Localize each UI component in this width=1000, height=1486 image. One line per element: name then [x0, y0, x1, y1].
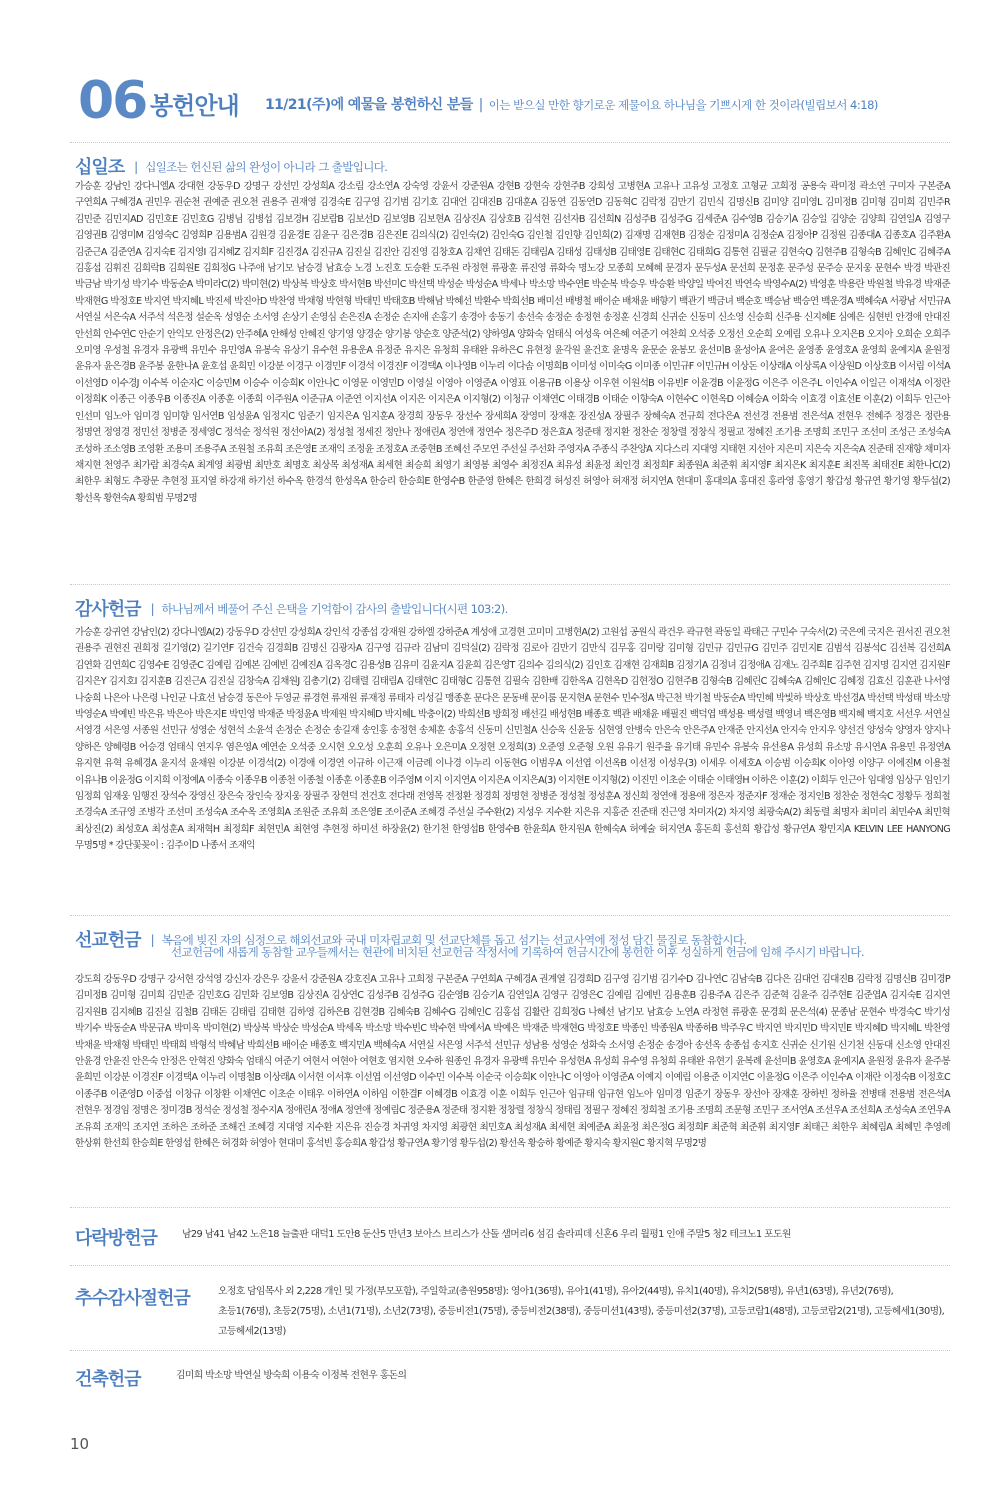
mission-heading — [70, 916, 950, 966]
separator: | — [478, 97, 483, 113]
page-header — [78, 72, 958, 130]
thanks-description: 하나님께서 베풀어 주신 은택을 기억함이 감사의 출발입니다(시편 103:2). — [161, 602, 508, 616]
harvest-line-2: 초등1(76명), 초등2(75명), 소년1(71명), 소년2(73명), 중등비전1(75명), 중등비전2(38명), 중등미션1(43명), 중등미션2(37명), 고등코람1(48명), 고등코람2(21명), 고등헤세1(30명), — [218, 1306, 945, 1317]
thanks-title: 감사헌금 — [75, 599, 141, 620]
tent-section — [70, 1207, 950, 1260]
mission-title: 선교헌금 — [75, 930, 141, 951]
harvest-title: 추수감사절헌금 — [75, 1288, 190, 1309]
page-subtitle — [265, 94, 878, 114]
tithe-names: 가승훈 강남인 강다니엘A 강대현 강동우D 강명구 강선민 강성희A 강소림 강소연A 강숙영 강윤서 강준원A 강현B 강현숙 강현주B 강희성 고병현A 고유나 고유성 고정호 고형균 고희정 공용숙 곽미정 곽소연 구미자 구본준A 구연희A 구혜경A 권민우 권순천 권예준 권오천 권용주 권재영 김경숙E 김구영 김기범 김기호 김대언 김대진B 김대훈A 김동연 김동연D 김동혁C 김락정 김만기 김민식 김명신B 김미양 김미영L 김미정B 김미형 김미희 김민주R 김민준 김민지AD 김민호E 김민호G 김병님 김병섭 김보경H 김보람B 김보선D 김보영B 김보현A 김상진A 김상호B 김석현 김선자B 김선희N 김성주B 김성주G 김세준A 김수영B 김승기A 김승일 김양순 김양희 김연일A 김영구 김영권B 김영미M 김영숙C 김영희P 김용범A 김원경 김윤경E 김윤구 김은경B 김은진E 김의식(2) 김인숙(2) 김인숙G 김인철 김인향 김인희(2) 김재명 김재현B 김정순 김정미A 김정순A 김정아P 김정원 김종대A 김종호A 김주환A 김준근A 김준연A 김지숙E 김지영I 김지혜Z 김지희F 김진경A 김진규A 김진실 김진안 김진영 김창호A 김채연 김태돈 김태림A 김태성 김태성B 김태영E 김태현C 김태희G 김통현 김필균 김현숙Q 김현주B 김형숙B 김혜인C 김혜주A 김홍섭 김휘진 김희락B 김희원E 김희정G 나주애 남기모 남승경 남효승 노경 노진호 도승환 도주원 라정현 류광훈 류진영 류화숙 명노강 모종희 모혜혜 문경자 문두성A 문선희 문정훈 문주성 문주승 문지웅 문현수 박경 박관진 박금남 박기성 박기수 박동순A 박미라C(2) 박미현(2) 박상복 박상호 박서현B 박선미C 박선택 박성순 박성순A 박세나 박소망 박수연E 박순복 박승우 박승환 박양일 박여진 박연숙 박영수A(2) 박영훈 박용란 박원철 박유경 박재준 박재현G 박정호E 박지연 박지혜L 박진세 박진아D 박찬영 박채형 박현형 박태민 박태호B 박해남 박혜선 박환수 박희선B 배미선 배병철 배이순 배채윤 배향기 백관기 백금녀 백순호 백승남 백승연 백운경A 백혜숙A 서광남 서민규A 서연실 서은숙A 서주석 석은정 설순옥 성영순 소서영 손상기 손영심 손은진A 손정순 손지애 손홍기 송경아 송동기 송선숙 송정순 송정현 송정훈 신경희 신귀순 신동미 신소영 신승희 신주용 신지혜E 심예은 심현빈 안경애 안대진 안선희 안수연C 안순기 안익모 안정은(2) 안주혜A 안해성 안혜진 양기영 양경순 양기봉 양순호 양준석(2) 양하영A 양화숙 엄태식 여성욱 여은혜 여준기 여찬희 오석중 오정선 오순희 오예림 오유나 오지은B 오지아 오희순 오희주 오미영 우성철 유경자 유광백 유민수 유민영A 유봉숙 유상기 유수현 유용운A 유정준 유지은 유청희 유태완 유하은C 유현정 윤각원 윤건호 윤명옥 윤문순 윤봉모 윤선미B 윤성아A 윤여은 윤영종 윤영호A 윤영희 윤예지A 윤원정 윤유자 윤은경B 윤주봉 윤한나A 윤호섭 윤희민 이강분 이경구 이경민F 이경석 이경진F 이경택A 이나영B 이누리 이다솜 이명희B 이미성 이미숙G 이미종 이민규F 이민규H 이상돈 이상래A 이상록A 이상원D 이상호B 이서림 이석A 이선영D 이수경J 이수복 이순자C 이승민M 이승수 이승희K 이안나C 이영문 이영민D 이영실 이영아 이영준A 이영표 이용규B 이용상 이우현 이원석B 이유빈F 이윤경B 이윤정G 이은주 이은주L 이인수A 이일근 이재석A 이정란 이정희K 이종근 이종우B 이종진A 이종훈 이종희 이주원A 이준규A 이준연 이지선A 이지은 이지은A 이지형(2) 이청규 이채연C 이태경B 이태순 이향숙A 이현수C 이현옥D 이혜승A 이화숙 이효경 이효선E 이훈(2) 이희두 인근아 인선미 임노아 임미경 임미향 임서연B 임성윤A 임정지C 임준기 임지은A 임지훈A 장경희 장동우 장선수 장세희A 장영미 장재훈 장진성A 장필주 장혜숙A 전규희 전다은A 전선경 전용범 전은석A 전현우 전혜주 정경은 정란용 정명연 정영경 정민선 정병준 정세영C 정석순 정석원 정선아A(2) 정성철 정세진 정안나 정애린A 정연애 정연수 정은주D 정은효A 정준태 정지환 정찬순 정창렬 정창식 정필교 정혜진 조기용 조명희 조민구 조선미 조성근 조성숙A 조성하 조소영B 조영환 조용미 조용주A 조원철 조유희 조은영E 조재익 조정윤 조정호A 조중현B 조혜선 주모연 주선실 주선화 주영자A 주종식 주찬양A 지다스리 지대영 지태현 지선아 지은미 지은숙 지은숙A 진준태 진재향 채미자 채지현 천영주 최가람 최경숙A 최계영 최광범 최만호 최명호 최상목 최성재A 최세현 최승희 최영기 최영봉 최영수 최정진A 최유성 최윤정 최인경 최정희F 최종원A 최준휘 최지영F 최지은K 최지훈E 최진목 최태진E 최한나C(2) 최한우 최형도 추광문 추현정 표지열 하강재 하기선 하수옥 한경석 한성옥A 한승리 한승희E 한영수B 한준영 한혜은 한희경 허성진 허영아 허재정 허지연A 현대미 홍대의A 홍대진 홍라영 홍영기 황갑성 황규연 황기영 황두섭(2) 황선옥 황현숙A 황희범 무명2명 — [75, 181, 950, 504]
separator: | — [134, 160, 138, 174]
tithe-title: 십일조 — [75, 157, 125, 178]
harvest-section — [70, 1265, 950, 1346]
tent-title: 다락방헌금 — [75, 1228, 157, 1249]
building-section — [70, 1350, 950, 1399]
harvest-line-3: 고등헤세2(13명) — [218, 1326, 286, 1337]
building-names: 김미희 박소망 박연실 방숙희 이용숙 이정복 전현우 홍돈의 — [176, 1370, 407, 1381]
harvest-line-1: 오정호 담임목사 외 2,228 개인 및 가정(부모포함), 주일학교(총원958명): 영아1(36명), 유아1(41명), 유아2(44명), 유치1(40명), 유치2(58명), 유년1(63명), 유년2(76명), — [218, 1286, 894, 1297]
page-title: 봉헌안내 — [150, 92, 239, 120]
mission-section — [70, 915, 950, 1199]
separator: | — [150, 933, 154, 947]
tithe-heading — [70, 143, 950, 177]
tithe-description: 십일조는 헌신된 삶의 완성이 아니라 그 출발입니다. — [145, 160, 388, 174]
section-number: 06 — [78, 71, 147, 131]
thanks-names: 가승훈 강귀연 강남인(2) 강다니엘A(2) 강동우D 강선민 강성희A 강인석 강종섭 강재원 강하엘 강하준A 계성애 고경현 고미미 고병현A(2) 고원섭 공원식 곽건우 곽규현 곽동일 곽태근 구민수 구숙서(2) 국은예 국지은 권서진 권오천 권용주 권현진 권희정 길기영(2) 길기연F 김건숙 김경희B 김명신 김광자A 김구영 김규라 김남미 김덕실(2) 김락정 김로아 김만기 김만식 김무홍 김미랑 김미형 김민규 김민규G 김민주 김민지E 김범석 김봉석C 김선복 김선희A 김연화 김연희C 김영수E 김영준C 김예림 김예본 김예빈 김예진A 김옥경C 김용성B 김유미 김윤지A 김윤희 김은영T 김의수 김의식(2) 김인호 김재현 김재희B 김정기A 김정녀 김정애A 김재노 김주희E 김주현 김지명 김지연 김지원F 김지은Y 김지호I 김지훈B 김진근A 김진실 김창숙A 김채원J 김총기(2) 김태렬 김태림A 김태현C 김태형C 김통현 김필숙 김한배 김한옥A 김현옥D 김현정O 김현주B 김형숙B 김혜린C 김혜숙A 김혜인C 김혜정 김효신 김훈관 나서영 나숭희 나은아 나은령 나인균 나효선 남승경 동은아 두영균 류경현 류재원 류재정 류태자 리성길 맹종훈 문다은 문동배 문이룸 문지현A 문현수 민수정A 박근천 박기철 박동순A 박민혜 박빛하 박상호 박선경A 박선택 박성태 박소망 박영순A 박예빈 박은유 박은아 박은지E 박민영 박재준 박정윤A 박제원 박지혜D 박지혜L 박충이(2) 박희선B 방희정 배선길 배성현B 배종호 백관 배채윤 배필진 백덕엽 백성용 백성렬 백영녀 백은영B 백지혜 백지호 서선우 서연실 서영경 서은영 서종원 선민규 성영순 성현석 소윤석 손정순 손정순 송길재 송인홍 송정현 송체훈 송홍석 신동미 신민철A 신승욱 신윤동 심현영 안병숙 안은숙 안은주A 안재준 안지선A 안지숙 안지우 양선건 양성숙 양영자 양지나 양하은 양혜령B 어승경 엄태식 연지우 염은영A 예연순 오석중 오시현 오오성 오훈희 오유나 오은미A 오정현 오정희(3) 오준영 오준형 오원 유유기 원주율 유기태 유민수 유봉숙 유선용A 유성희 유소망 유시연A 유용민 유정연A 유지현 유혁 유혜경A 윤지석 윤채원 이강분 이경석(2) 이경애 이경연 이규하 이근재 이금례 이나경 이누리 이동현G 이범우A 이선엽 이선옥B 이선정 이성우(3) 이세우 이세호A 이승범 이승희K 이아영 이양구 이에진M 이용철 이유나B 이윤정G 이지희 이정예A 이종숙 이종우B 이종천 이종철 이종훈 이종훈B 이주영M 이지 이지연A 이지은A 이지은A(3) 이지현E 이지형(2) 이진민 이초순 이태순 이태영H 이하은 이훈(2) 이희두 인근아 임대영 임상구 임인기 임정희 임재웅 임행진 장석수 장영신 장은숙 장인숙 장지웅 장필주 장현덕 전건호 전다래 전영목 전정환 정경희 정명현 정병준 정성철 정성훈A 정신희 정연애 정용애 정은자 정준자F 정재순 정지인B 정찬순 정현숙C 정황두 정희철 조경숙A 조규영 조병각 조선미 조성숙A 조수옥 조영희A 조원준 조유희 조은영E 조이준A 조혜경 주선실 주수환(2) 지성우 지수환 지은유 지홍준 진준태 진근영 차미자(2) 차지영 최광숙A(2) 최동렬 최명자 최미리 최민수A 최민혁 최상진(2) 최성호A 최성훈A 최재혁H 최정희F 최현민A 최현영 추현정 하미선 하장윤(2) 한기천 한영섭B 한영수B 한윤희A 한지원A 한혜숙A 허예술 허지연A 홍돈희 홍선희 황갑성 황규연A 황민지A KELVIN LEE HANYONG 무명5명 * 강단꽃꽂이 : 김주이D 나종서 조재익 — [75, 627, 950, 852]
tithe-section — [70, 142, 950, 558]
mission-description: 복음에 빚진 자의 심정으로 해외선교와 국내 미자립교회 및 선교단체를 돕고 섬기는 선교사역에 정성 담긴 물질로 동참합시다. — [161, 933, 747, 947]
page-number: 10 — [70, 1435, 90, 1453]
thanks-section — [70, 584, 950, 910]
separator: | — [150, 602, 154, 616]
thanks-heading — [70, 585, 950, 619]
verse-text: 이는 받으실 만한 향기로운 제물이요 하나님을 기쁘시게 한 것이라(빌립보서 4:18) — [488, 98, 878, 112]
subtitle-text: 11/21(주)에 예물을 봉헌하신 분들 — [265, 97, 473, 113]
building-title: 건축헌금 — [75, 1369, 141, 1390]
mission-description-2: 선교헌금에 새롭게 동참할 교우들께서는 현관에 비치된 선교헌금 작정서에 기록하여 헌금시간에 봉헌한 이후 성실하게 헌금에 임해 주시기 바랍니다. — [171, 945, 864, 959]
mission-names: 강도희 강동우D 강명구 강서현 강석영 강신자 강은우 강윤서 강준원A 강호진A 고유나 고희정 구본준A 구연희A 구혜경A 권계열 김경희D 김구영 김기범 김기수D 김나연C 김남숙B 김다은 김대언 김대진B 김락정 김명신B 김미경P 김미정B 김미형 김미희 김민준 김민호G 김민화 김보영B 김상진A 김상연C 김성주B 김성주G 김순영B 김승기A 김연일A 김영구 김영은C 김예림 김예빈 김용훈B 김용주A 김은주 김준혁 김윤주 김주현E 김준엽A 김지숙E 김지연 김지원B 김지혜B 김진실 김철B 김태돈 김태림 김태현 김하영 김하은B 김현경B 김혜숙B 김혜수G 김혜인C 김홍섭 김활란 김희정G 나혜선 남기모 남효승 노연A 라정현 류광훈 문경희 문은석(4) 문종남 문현수 박경숙C 박기성 박기수 박동순A 박문규A 박미옥 박미현(2) 박상복 박상순 박성순A 박세옥 박소망 박수빈C 박수현 박예서A 박예은 박재준 박재현G 박정호E 박종인 박종원A 박종하B 박주우C 박지연 박지민D 박지민E 박지혜D 박지혜L 박찬영 박채윤 박채형 박태민 박태희 박형석 박혜남 박희선B 배이순 배종호 백지민A 백혜숙A 서연실 서은영 서주석 선민규 성남용 성영순 성화숙 소서영 손정순 송경아 송선옥 송종섭 송지호 신귀순 신기원 신기천 신동대 신소영 안대진 안윤경 안윤진 안은숙 안정은 안혁진 양화숙 엄태식 여준기 여현서 여현아 여현호 염지현 오수하 원종인 유경자 유광백 유민수 유성현A 유성희 유수영 유청희 유태완 유현기 윤복례 윤선미B 윤영호A 윤예지A 윤원정 윤유자 윤주봉 윤희민 이강분 이경진F 이경택A 이누리 이명철B 이상래A 이서현 이서후 이선엽 이선영D 이수민 이수복 이순국 이승희K 이안나C 이영아 이영준A 이예지 이예림 이용준 이지연C 이윤정G 이은주 이인수A 이재란 이정숙B 이정호C 이종주B 이준영D 이중섭 이창규 이창환 이채연C 이초순 이태우 이하연A 이하임 이한결F 이혜경B 이효경 이훈 이희두 인근아 임규태 임규현 임노아 임미경 임준기 장동우 장선아 장재훈 장하빈 정하율 전병태 전용범 전은석A 전현우 정경임 정명은 정미경B 정석순 정성철 정수지A 정애린A 정애A 정연애 정예림C 정준용A 정준태 정지환 정창렬 정창식 정태림 정필구 정혜진 정희철 조기용 조명희 조문형 조민구 조서연A 조선우A 조선희A 조성숙A 조연우A 조유희 조재익 조지연 조하은 조하준 조해건 조혜경 지대영 지수환 지은유 진승경 차귀영 차지영 최광현 최민호A 최성재A 최세현 최예준A 최윤정 최은정G 최정희F 최준혁 최준휘 최지영F 최태근 최한우 최혜림A 최혜민 추영례 한상휘 한선희 한승희E 한영섭 한혜은 허경화 허영아 현대미 홍석빈 홍승희A 황갑성 황규연A 황기영 황두섭(2) 황선옥 황승하 황예준 황지숙 황지원C 황지혁 무명2명 — [75, 974, 950, 1150]
tent-groups: 남29 남41 남42 노은18 늘출판 대덕1 도안8 둔산5 만년3 보아스 브리스가 산돌 샘머리6 섬김 솔라피데 신혼6 우리 월평1 인애 주말5 청2 테크노1 포도원 — [182, 1229, 791, 1240]
